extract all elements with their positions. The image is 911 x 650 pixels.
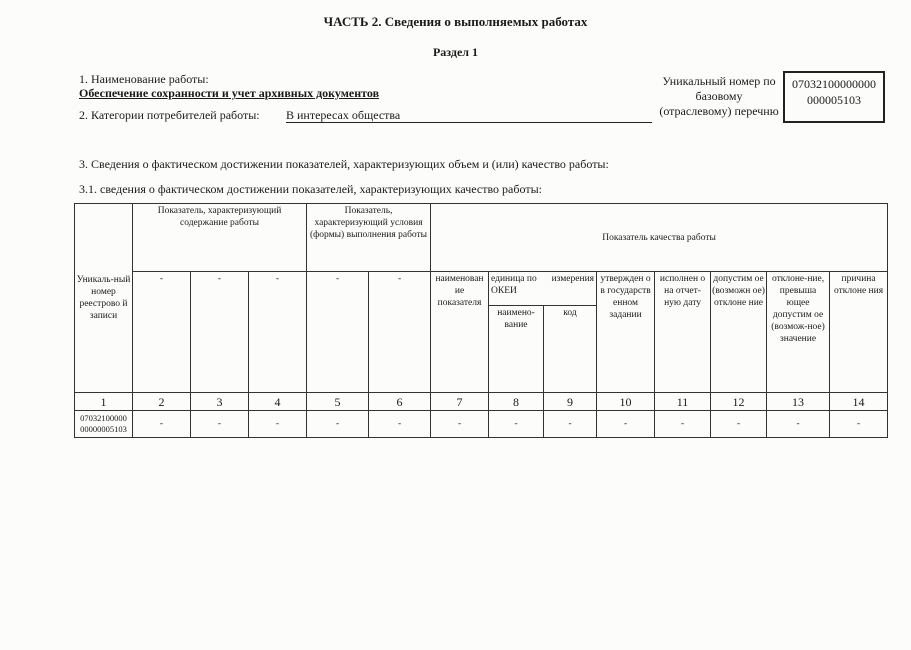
unique-number-line-2: 000005103: [807, 93, 861, 107]
underline-divider: [286, 122, 652, 123]
table-header-row: [75, 272, 888, 306]
column-number: 9: [544, 393, 597, 411]
consumer-category-value: В интересах общества: [286, 108, 401, 122]
section-title: Раздел 1: [432, 45, 479, 59]
header-dash: -: [369, 272, 431, 393]
table-cell: -: [655, 411, 711, 438]
header-dash: -: [133, 272, 191, 393]
table-cell: -: [431, 411, 489, 438]
section-3-heading: 3. Сведения о фактическом достижении показателей, характеризующих объем и (или) качество работы:: [79, 157, 609, 171]
header-approved: утвержден о в государств енном задании: [597, 272, 655, 393]
header-dash: -: [249, 272, 307, 393]
column-number: 1: [75, 393, 133, 411]
column-number: 6: [369, 393, 431, 411]
header-registry-number: Уникаль-ный номер реестрово й записи: [75, 204, 133, 393]
column-number: 3: [191, 393, 249, 411]
column-number: 12: [711, 393, 767, 411]
quality-indicators-table: [74, 203, 888, 438]
header-content-indicator: Показатель, характеризующий содержание работы: [133, 204, 307, 272]
header-excess-deviation: отклоне-ние, превыша ющее допустим ое (возмож-ное) значение: [767, 272, 830, 393]
header-allowed-deviation: допустим ое (возможн ое) отклоне ние: [711, 272, 767, 393]
column-number: 14: [830, 393, 888, 411]
column-number: 5: [307, 393, 369, 411]
header-indicator-name: наименован ие показателя: [431, 272, 489, 393]
column-number: 8: [489, 393, 544, 411]
table-cell: -: [767, 411, 830, 438]
table-cell: -: [830, 411, 888, 438]
header-unit-okei: единица по ОКЕИ: [491, 274, 537, 296]
table-cell: -: [249, 411, 307, 438]
header-quality-indicator: Показатель качества работы: [431, 204, 888, 272]
unique-number-box: [783, 71, 885, 123]
column-number: 2: [133, 393, 191, 411]
header-conditions-indicator: Показатель, характеризующий условия (формы) выполнения работы: [307, 204, 431, 272]
section-3-1-heading: 3.1. сведения о фактическом достижении показателей, характеризующих качество работы:: [79, 182, 542, 196]
table-cell: -: [711, 411, 767, 438]
column-number: 13: [767, 393, 830, 411]
column-number: 4: [249, 393, 307, 411]
consumer-category-label: 2. Категории потребителей работы:: [79, 108, 260, 122]
column-number: 7: [431, 393, 489, 411]
unique-number-label: Уникальный номер по базовому (отраслевому) перечню: [659, 74, 779, 118]
table-cell: -: [544, 411, 597, 438]
table-cell: -: [307, 411, 369, 438]
work-name-label: 1. Наименование работы:: [79, 72, 209, 86]
work-name-value: Обеспечение сохранности и учет архивных документов: [79, 86, 380, 100]
header-unit-code: код: [544, 306, 597, 393]
column-number: 10: [597, 393, 655, 411]
table-cell: -: [597, 411, 655, 438]
registry-code-cell: 07032100000 00000005103: [75, 411, 133, 438]
table-header-row: [75, 204, 888, 272]
table-cell: -: [191, 411, 249, 438]
table-cell: -: [489, 411, 544, 438]
header-deviation-reason: причина отклоне ния: [830, 272, 888, 393]
header-unit-measure: измерения: [551, 274, 595, 284]
unique-number-line-1: 07032100000000: [792, 77, 876, 91]
page-title: ЧАСТЬ 2. Сведения о выполняемых работах: [323, 14, 588, 29]
table-row: [75, 411, 888, 438]
column-number: 11: [655, 393, 711, 411]
table-cell: -: [133, 411, 191, 438]
header-dash: -: [191, 272, 249, 393]
header-executed: исполнен о на отчет-ную дату: [655, 272, 711, 393]
header-unit-name: наимено-вание: [489, 306, 544, 393]
table-cell: -: [369, 411, 431, 438]
header-dash: -: [307, 272, 369, 393]
header-unit: [489, 272, 597, 306]
column-numbers-row: [75, 393, 888, 411]
